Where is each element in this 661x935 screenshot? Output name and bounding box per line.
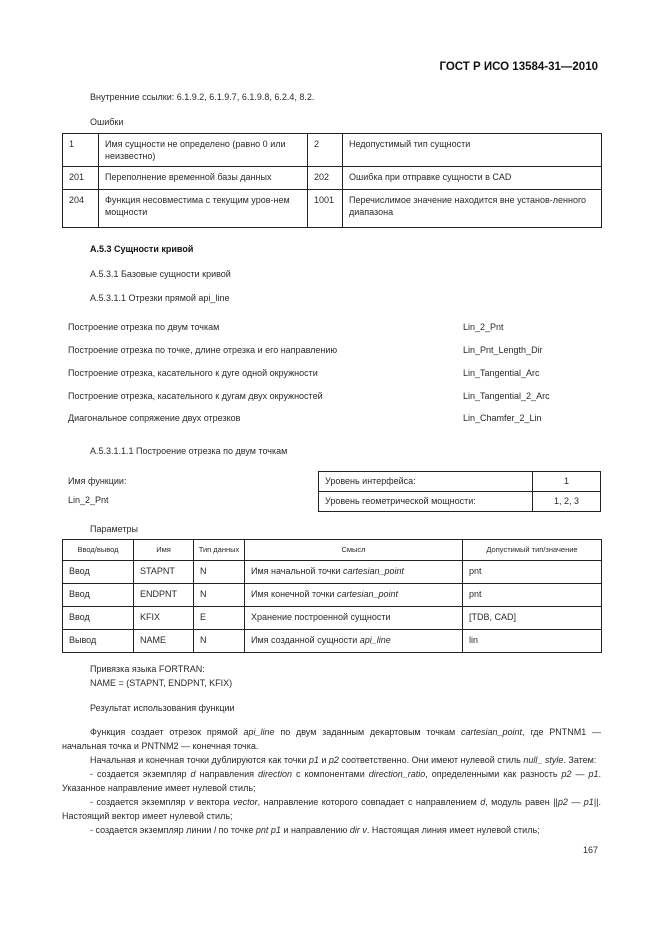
cell: [TDB, CAD] [463, 607, 602, 630]
error-code: 1 [63, 134, 99, 167]
function-name: Lin_Pnt_Length_Dir [463, 345, 543, 355]
fortran-code: NAME = (STAPNT, ENDPNT, KFIX) [90, 678, 233, 688]
function-name: Lin_Tangential_2_Arc [463, 391, 550, 401]
fortran-label: Привязка языка FORTRAN: [90, 664, 205, 674]
meaning-term: api_line [359, 635, 391, 645]
function-name: Lin_Chamfer_2_Lin [463, 413, 542, 423]
error-code: 1001 [308, 190, 343, 228]
subsection-heading: А.5.3.1.1.1 Построение отрезка по двум точкам [90, 446, 288, 456]
levels-table [318, 471, 601, 512]
function-name: Lin_2_Pnt [463, 322, 504, 332]
cell: pnt [463, 584, 602, 607]
table-row [63, 190, 602, 228]
cell: N [194, 584, 245, 607]
cell [245, 561, 463, 584]
level-value: 1, 2, 3 [533, 492, 601, 512]
cell: ENDPNT [134, 584, 194, 607]
table-row [63, 134, 602, 167]
column-header: Имя [134, 540, 194, 561]
error-text: Функция несовместима с текущим уров-нем мощности [99, 190, 308, 228]
params-table [62, 539, 602, 653]
error-code: 202 [308, 167, 343, 190]
meaning-term: cartesian_point [336, 589, 398, 599]
table-header-row [63, 540, 602, 561]
subsection-heading: А.5.3.1 Базовые сущности кривой [90, 269, 231, 279]
function-desc: Построение отрезка, касательного к дуге одной окружности [68, 368, 318, 378]
error-text: Недопустимый тип сущности [343, 134, 602, 167]
level-label: Уровень геометрической мощности: [319, 492, 533, 512]
func-name: Lin_2_Pnt [68, 495, 109, 505]
cell: Ввод [63, 607, 134, 630]
cell: N [194, 630, 245, 653]
params-label: Параметры [90, 524, 138, 534]
meaning-text: Имя созданной сущности [251, 635, 360, 645]
error-code: 201 [63, 167, 99, 190]
meaning-text: Имя конечной точки [251, 589, 337, 599]
cell [245, 607, 463, 630]
meaning-text: Хранение построенной сущности [251, 612, 391, 622]
error-text: Ошибка при отправке сущности в CAD [343, 167, 602, 190]
result-label: Результат использования функции [90, 703, 235, 713]
cell: STAPNT [134, 561, 194, 584]
table-row [63, 630, 602, 653]
func-name-label: Имя функции: [68, 476, 127, 486]
subsection-heading: А.5.3.1.1 Отрезки прямой api_line [90, 293, 230, 303]
column-header: Допустимый тип/значение [463, 540, 602, 561]
function-desc: Построение отрезка по двум точкам [68, 322, 220, 332]
error-code: 2 [308, 134, 343, 167]
cell: E [194, 607, 245, 630]
table-row [319, 492, 601, 512]
cell: NAME [134, 630, 194, 653]
table-row [63, 561, 602, 584]
cell: pnt [463, 561, 602, 584]
table-row [319, 472, 601, 492]
cell: Ввод [63, 584, 134, 607]
column-header: Тип данных [194, 540, 245, 561]
level-label: Уровень интерфейса: [319, 472, 533, 492]
cell: Вывод [63, 630, 134, 653]
table-row [63, 607, 602, 630]
cell: KFIX [134, 607, 194, 630]
error-text: Переполнение временной базы данных [99, 167, 308, 190]
cell: N [194, 561, 245, 584]
cell: Ввод [63, 561, 134, 584]
cell: lin [463, 630, 602, 653]
errors-table [62, 133, 602, 228]
function-desc: Построение отрезка по точке, длине отрезка и его направлению [68, 345, 338, 355]
error-code: 204 [63, 190, 99, 228]
internal-refs: Внутренние ссылки: 6.1.9.2, 6.1.9.7, 6.1.9.8, 6.2.4, 8.2. [90, 92, 315, 102]
function-desc: Построение отрезка, касательного к дугам двух окружностей [68, 391, 323, 401]
error-text: Перечислимое значение находится вне установ-ленного диапазона [343, 190, 602, 228]
level-value: 1 [533, 472, 601, 492]
errors-label: Ошибки [90, 117, 124, 127]
meaning-text: Имя начальной точки [251, 566, 343, 576]
column-header: Ввод/вывод [63, 540, 134, 561]
cell [245, 630, 463, 653]
function-desc: Диагональное сопряжение двух отрезков [68, 413, 241, 423]
column-header: Смысл [245, 540, 463, 561]
cell [245, 584, 463, 607]
result-description: Функция создает отрезок прямой api_line по двум заданным декартовым точкам cartesian_point, где PNTNM1 — начальная точка и PNTNM2 — конечная точка. Начальная и конечная точки дублируются как точки p1 и p2 соответственно. Они имеют нулевой стиль null_ style. Затем: - создается экземпляр d направления direction с компонентами direction_ratio, определенными как разность p2 — p1. Указанное направление имеет нулевой стиль; - создается экземпляр v вектора vector, направление которого совпадает с направлением d, модуль равен ||p2 — p1||. Настоящий вектор имеет нулевой стиль; - создается экземпляр линии l по точке pnt p1 и направлению dir v. Настоящая линия имеет нулевой стиль; [62, 727, 602, 835]
section-heading: А.5.3 Сущности кривой [90, 244, 194, 254]
function-name: Lin_Tangential_Arc [463, 368, 540, 378]
error-text: Имя сущности не определено (равно 0 или неизвестно) [99, 134, 308, 167]
page-number: 167 [582, 845, 598, 855]
table-row [63, 167, 602, 190]
meaning-term: cartesian_point [342, 566, 404, 576]
document-header: ГОСТ Р ИСО 13584-31—2010 [439, 61, 598, 73]
table-row [63, 584, 602, 607]
